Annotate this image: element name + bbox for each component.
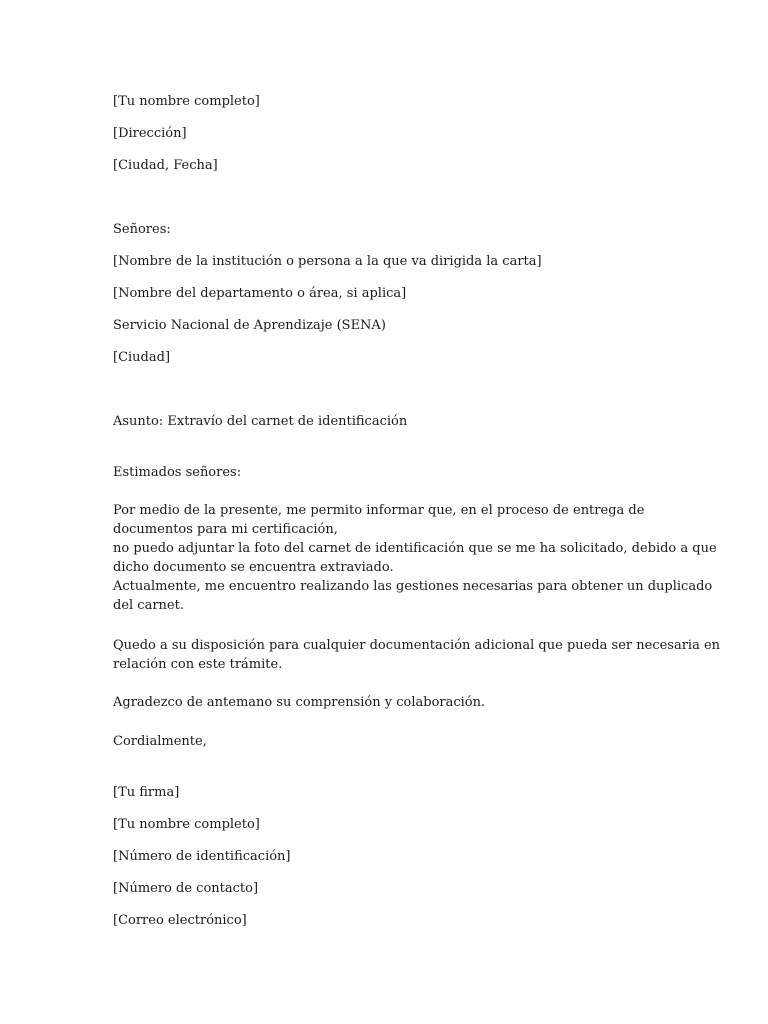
paragraph-line: relación con este trámite. — [113, 657, 283, 672]
signature-sign: [Tu firma] — [113, 785, 180, 800]
greeting: Estimados señores: — [113, 465, 242, 480]
paragraph-line: Actualmente, me encuentro realizando las gestiones necesarias para obtener un duplicado — [113, 579, 713, 594]
paragraph-line: Por medio de la presente, me permito informar que, en el proceso de entrega de — [113, 503, 645, 518]
recipient-department: [Nombre del departamento o área, si aplica] — [113, 286, 407, 301]
recipient-institution: [Nombre de la institución o persona a la que va dirigida la carta] — [113, 254, 542, 269]
recipient-salutation-header: Señores: — [113, 222, 171, 237]
paragraph-line: documentos para mi certificación, — [113, 522, 338, 537]
paragraph-line: del carnet. — [113, 598, 184, 613]
body-paragraph-2 — [113, 636, 721, 674]
closing: Cordialmente, — [113, 734, 207, 749]
signature-contact: [Número de contacto] — [113, 881, 259, 896]
body-paragraph-1 — [113, 501, 717, 615]
recipient-city: [Ciudad] — [113, 350, 171, 365]
signature-email: [Correo electrónico] — [113, 913, 247, 928]
sender-name: [Tu nombre completo] — [113, 94, 260, 109]
sender-address: [Dirección] — [113, 126, 187, 141]
recipient-organization: Servicio Nacional de Aprendizaje (SENA) — [113, 318, 386, 333]
sender-city-date: [Ciudad, Fecha] — [113, 158, 218, 173]
signature-id-number: [Número de identificación] — [113, 849, 291, 864]
body-paragraph-3: Agradezco de antemano su comprensión y colaboración. — [113, 695, 486, 710]
paragraph-line: Quedo a su disposición para cualquier documentación adicional que pueda ser necesaria en — [113, 638, 721, 653]
paragraph-line: no puedo adjuntar la foto del carnet de identificación que se me ha solicitado, debido a que — [113, 541, 717, 556]
signature-name: [Tu nombre completo] — [113, 817, 260, 832]
paragraph-line: dicho documento se encuentra extraviado. — [113, 560, 394, 575]
subject-line: Asunto: Extravío del carnet de identificación — [113, 414, 408, 429]
